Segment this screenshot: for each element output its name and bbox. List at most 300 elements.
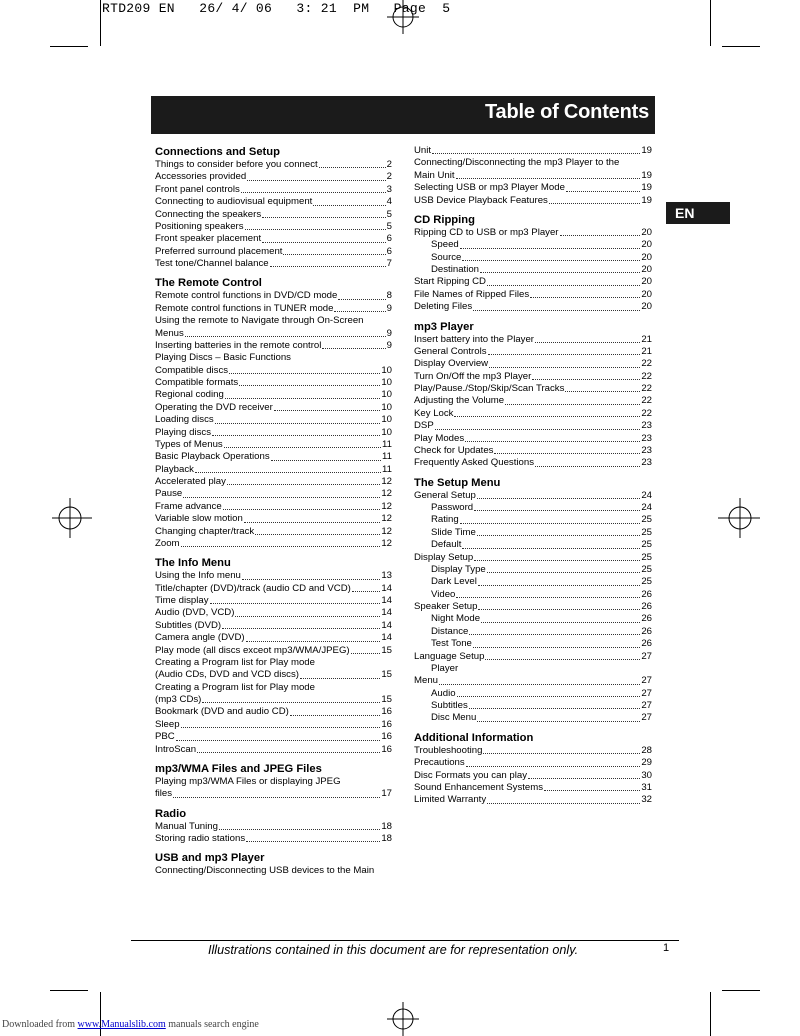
toc-entry [155,513,392,525]
toc-entry-title: Limited Warranty [414,794,487,806]
toc-page-number: 7 [386,258,392,269]
toc-entry [155,414,392,426]
toc-page-number: 13 [381,570,392,582]
toc-entry-title: (Audio CDs, DVD and VCD discs) [155,669,299,681]
dot-leader [469,626,640,635]
toc-entry [155,607,392,619]
dot-leader [456,170,641,179]
toc-entry-title: Source [431,251,462,263]
toc-page-number: 23 [641,457,652,469]
toc-page-number: 25 [641,551,652,563]
toc-entry [414,346,652,358]
dot-leader [176,731,381,740]
toc-entry [155,246,392,258]
toc-entry [155,171,392,183]
toc-entry [155,595,392,607]
toc-entry-title: Inserting batteries in the remote control [155,339,322,351]
registration-mark-icon [387,0,419,34]
toc-entry-title: Turn On/Off the mp3 Player [414,370,532,382]
toc-entry [155,233,392,245]
crop-mark [50,990,88,991]
toc-entry [414,552,652,564]
toc-entry-title: Display Type [431,563,486,575]
toc-entry [155,526,392,538]
toc-section-heading: mp3/WMA Files and JPEG Files [155,762,322,775]
toc-entry-title: Storing radio stations [155,833,246,844]
toc-entry [414,457,652,469]
download-suffix: manuals search engine [165,1019,259,1030]
toc-entry [414,145,652,157]
dot-leader [489,358,640,367]
toc-page-number: 12 [381,476,392,487]
toc-section-heading: mp3 Player [414,320,474,333]
toc-page-number: 22 [641,395,652,407]
toc-entry-title: Selecting USB or mp3 Player Mode [414,182,565,194]
toc-entry-title: Password [431,502,474,513]
crop-mark [100,0,101,46]
toc-page-number: 25 [641,526,652,538]
toc-entry [155,538,392,550]
dot-leader [432,145,640,154]
toc-entry-text: Playing mp3/WMA Files or displaying JPEG [155,775,341,787]
dot-leader [439,675,640,684]
dot-leader [183,488,380,497]
toc-page-number: 9 [386,327,392,339]
toc-entry [414,170,652,182]
toc-entry [155,570,392,582]
toc-page-number: 26 [641,601,652,612]
toc-entry-title: Remote control functions in DVD/CD mode [155,290,338,302]
toc-page-number: 15 [381,669,392,681]
toc-entry-title: files [155,788,173,800]
toc-page-number: 14 [381,582,392,594]
toc-entry [414,527,652,539]
dot-leader [462,252,640,261]
toc-entry-title: Deleting Files [414,301,473,313]
toc-entry-title: Operating the DVD receiver [155,401,273,413]
toc-entry-title: Time display [155,595,209,606]
toc-entry [414,334,652,346]
toc-section-heading: Connections and Setup [155,146,280,158]
toc-entry-title: Using the Info menu [155,570,241,582]
toc-entry [155,451,392,463]
toc-page-number: 12 [381,537,392,549]
toc-entry [155,488,392,500]
toc-page-number: 10 [381,389,392,401]
toc-entry [414,264,652,276]
toc-entry [155,706,392,718]
dot-leader [487,794,640,803]
toc-page-number: 26 [641,638,652,650]
toc-entry [155,340,392,352]
dot-leader [560,227,641,236]
toc-entry [414,700,652,712]
dot-leader [262,209,386,218]
toc-entry [155,258,392,270]
dot-leader [473,638,640,647]
toc-page-number: 21 [641,333,652,345]
toc-page-number: 12 [381,525,392,537]
dot-leader [478,576,640,585]
dot-leader [462,539,640,548]
toc-entry-title: Accelerated play [155,476,226,487]
dot-leader [487,276,640,285]
toc-entry [414,638,652,650]
dot-leader [466,757,641,766]
toc-entry [414,589,652,601]
dot-leader [225,389,381,398]
dot-leader [535,334,640,343]
toc-entry [155,196,392,208]
toc-entry-title: Types of Menus [155,438,223,450]
toc-entry-title: Adjusting the Volume [414,395,505,407]
crop-mark [50,46,88,47]
toc-entry-title: Disc Formats you can play [414,769,528,781]
dot-leader [530,289,640,298]
registration-mark-icon [718,498,760,538]
toc-entry [414,408,652,420]
dot-leader [566,182,640,191]
dot-leader [246,833,380,842]
dot-leader [465,433,640,442]
toc-entry-title: Language Setup [414,650,485,662]
toc-entry [414,675,652,687]
toc-page-number: 9 [386,339,392,351]
registration-mark-icon [52,498,92,538]
toc-section-heading: The Info Menu [155,557,231,570]
toc-page-number: 20 [641,226,652,238]
toc-entry [414,371,652,383]
dot-leader [477,527,641,536]
toc-entry-title: Things to consider before you connect [155,159,318,170]
toc-page-number: 12 [381,500,392,512]
toc-entry-title: Key Lock [414,407,454,419]
toc-page-number: 16 [381,718,392,730]
dot-leader [483,745,640,754]
dot-leader [255,526,380,535]
toc-entry [414,445,652,457]
toc-page-number: 22 [641,358,652,370]
toc-page-number: 22 [641,370,652,382]
dot-leader [195,464,381,473]
toc-entry-title: Display Overview [414,358,489,370]
toc-page-number: 14 [381,632,392,644]
toc-section-heading: Radio [155,807,187,820]
toc-entry-title: Connecting to audiovisual equipment [155,196,313,208]
dot-leader [246,632,381,641]
toc-entry-title: Front speaker placement [155,233,262,245]
dot-leader [549,195,640,204]
toc-left-column [155,145,392,878]
toc-entry-title: Play Modes [414,432,465,444]
toc-entry [155,377,392,389]
toc-page-number: 19 [641,169,652,181]
toc-entry [414,745,652,757]
toc-entry-text: Creating a Program list for Play mode [155,681,315,693]
toc-entry [155,744,392,756]
dot-leader [271,451,381,460]
toc-entry-title: Precautions [414,757,465,769]
dot-leader [212,427,380,436]
toc-entry [155,501,392,513]
toc-page-number: 23 [641,420,652,432]
dot-leader [532,371,640,380]
toc-entry [155,303,392,315]
toc-entry-title: Audio (DVD, VCD) [155,607,235,619]
toc-entry-title: Menus [155,327,184,339]
toc-page-number: 6 [386,245,392,257]
toc-page-number: 20 [641,239,652,251]
toc-entry [414,182,652,194]
download-notice [2,1019,259,1030]
toc-entry-title: Dark Level [431,576,477,588]
dot-leader [334,303,385,312]
toc-section-heading: The Setup Menu [414,476,501,489]
toc-entry-title: Remote control functions in TUNER mode [155,302,334,314]
dot-leader [494,445,640,454]
dot-leader [181,719,381,728]
dot-leader [474,502,640,511]
toc-page-number: 10 [381,426,392,438]
toc-page-number: 22 [641,383,652,394]
toc-entry-title: Subtitles (DVD) [155,619,222,631]
toc-page-number: 20 [641,301,652,313]
toc-entry-title: Disc Menu [431,712,477,724]
print-slug: RTD209 EN 26/ 4/ 06 3: 21 PM Page 5 [102,1,451,16]
toc-entry [414,626,652,638]
crop-mark [710,992,711,1036]
dot-leader [227,476,380,485]
toc-page-number: 28 [641,744,652,756]
toc-page-number: 27 [641,700,652,711]
toc-page-number: 24 [641,489,652,501]
toc-page-number: 25 [641,539,652,551]
footer-note: Illustrations contained in this document are for representation only. [208,943,579,957]
toc-page-number: 11 [382,451,392,463]
toc-entry-title: Accessories provided [155,171,247,183]
dot-leader [544,782,640,791]
toc-entry-title: General Controls [414,345,487,357]
toc-entry [414,613,652,625]
crop-mark [710,0,711,46]
toc-entry-title: Playback [155,463,194,475]
toc-entry-title: Unit [414,145,432,156]
toc-page-number: 14 [381,619,392,631]
dot-leader [223,501,381,510]
toc-entry-title: Loading discs [155,414,214,426]
dot-leader [173,788,380,797]
dot-leader [222,620,380,629]
toc-entry-title: Playing discs [155,426,211,438]
toc-entry [414,289,652,301]
toc-entry-title: Compatible discs [155,364,229,376]
toc-entry-title: IntroScan [155,743,197,755]
toc-entry-title: Check for Updates [414,444,494,456]
toc-entry-title: Front panel controls [155,183,240,195]
toc-page-number: 6 [386,233,392,245]
toc-entry-title: Regional coding [155,389,224,401]
toc-entry-title: Troubleshooting [414,744,483,756]
toc-page-number: 29 [641,757,652,769]
dot-leader [456,589,640,598]
toc-page-number: 14 [381,607,392,619]
toc-entry [414,564,652,576]
toc-entry-title: Audio [431,687,456,699]
dot-leader [435,420,641,429]
dot-leader [210,595,381,604]
toc-page-number: 25 [641,514,652,526]
toc-page-number: 21 [641,345,652,357]
toc-entry [155,389,392,401]
toc-entry [414,757,652,769]
dot-leader [460,239,641,248]
toc-entry [414,276,652,288]
toc-entry [414,383,652,395]
page-title: Table of Contents [484,101,649,123]
toc-section-heading: CD Ripping [414,213,475,226]
dot-leader [565,383,640,392]
footer-rule [131,940,679,941]
toc-entry-title: Compatible formats [155,377,239,388]
toc-entry [155,464,392,476]
toc-entry-text: Player [431,662,459,674]
toc-page-number: 8 [386,290,392,302]
toc-entry [155,645,392,657]
toc-entry-title: Start Ripping CD [414,276,486,288]
dot-leader [473,301,640,310]
toc-entry [414,601,652,613]
toc-page-number: 27 [641,650,652,662]
language-tab: EN [666,202,730,224]
dot-leader [239,377,380,386]
toc-page-number: 9 [386,302,392,314]
toc-entry [155,821,392,833]
dot-leader [181,538,381,547]
toc-entry-title: Basic Playback Operations [155,451,270,463]
toc-page-number: 26 [641,613,652,625]
dot-leader [505,395,640,404]
toc-entry-title: Bookmark (DVD and audio CD) [155,706,289,718]
toc-page-number: 18 [381,820,392,832]
toc-entry-title: Connecting the speakers [155,208,262,220]
toc-entry-text: Using the remote to Navigate through On-Screen [155,315,364,327]
toc-entry [414,195,652,207]
toc-entry [155,402,392,414]
toc-entry [414,395,652,407]
registration-mark-icon [387,1002,419,1036]
dot-leader [487,564,641,573]
toc-entry [155,833,392,845]
dot-leader [313,196,385,205]
crop-mark [722,990,760,991]
toc-page-number: 10 [381,414,392,426]
dot-leader [460,514,641,523]
toc-entry-title: Preferred surround placement [155,245,283,257]
toc-entry [155,328,392,340]
toc-entry-title: PBC [155,731,175,743]
toc-page-number: 3 [386,183,392,195]
dot-leader [283,246,385,255]
toc-entry [155,427,392,439]
dot-leader [247,171,385,180]
toc-section-heading: Additional Information [414,731,534,744]
toc-page-number: 19 [641,194,652,206]
toc-page-number: 11 [382,438,392,450]
toc-entry-title: Frequently Asked Questions [414,457,534,469]
toc-entry-title: General Setup [414,489,476,501]
toc-entry [414,539,652,551]
dot-leader [457,688,641,697]
toc-page-number: 10 [381,401,392,413]
dot-leader [322,340,385,349]
toc-entry-title: Manual Tuning [155,820,218,832]
toc-entry-title: Subtitles [431,700,468,711]
toc-entry-text: Connecting/Disconnecting the mp3 Player to the [414,157,620,169]
toc-entry [414,301,652,313]
toc-page-number: 15 [381,694,392,705]
dot-leader [474,552,640,561]
dot-leader [488,346,641,355]
toc-entry-title: Speaker Setup [414,601,478,612]
toc-entry-title: Insert battery into the Player [414,333,534,345]
toc-entry-title: Main Unit [414,169,455,181]
toc-page-number: 24 [641,502,652,513]
toc-entry [414,252,652,264]
dot-leader [478,601,640,610]
toc-entry [155,439,392,451]
dot-leader [480,264,640,273]
toc-entry-title: Test Tone [431,638,472,650]
toc-page-number: 14 [381,595,392,606]
dot-leader [477,712,640,721]
manualslib-link[interactable]: www.Manualslib.com [77,1019,166,1030]
dot-leader [352,583,380,592]
dot-leader [338,290,385,299]
toc-entry-title: Camera angle (DVD) [155,632,245,644]
toc-page-number: 12 [381,513,392,525]
toc-entry-title: Night Mode [431,613,481,625]
toc-entry [414,502,652,514]
toc-page-number: 23 [641,432,652,444]
toc-entry-title: Play mode (all discs exceot mp3/WMA/JPEG) [155,644,350,656]
toc-entry-title: Changing chapter/track [155,525,255,537]
dot-leader [270,258,386,267]
toc-page-number: 30 [641,769,652,781]
toc-entry [414,490,652,502]
toc-page-number: 25 [641,563,652,575]
toc-entry-title: DSP [414,420,434,432]
toc-page-number: 2 [386,159,392,170]
dot-leader [202,694,380,703]
toc-page-number: 5 [386,208,392,220]
toc-page-number: 11 [382,463,392,475]
crop-mark [722,46,760,47]
dot-leader [215,414,381,423]
toc-page-number: 19 [641,145,652,156]
toc-entry [155,290,392,302]
toc-entry-text: Creating a Program list for Play mode [155,656,315,668]
toc-page-number: 32 [641,794,652,806]
dot-leader [274,402,380,411]
toc-entry [155,365,392,377]
toc-page-number: 18 [381,833,392,844]
toc-entry [155,476,392,488]
toc-entry-title: Zoom [155,537,180,549]
toc-page-number: 27 [641,712,652,724]
toc-entry-title: Sound Enhancement Systems [414,781,544,793]
dot-leader [235,607,380,616]
dot-leader [469,700,641,709]
